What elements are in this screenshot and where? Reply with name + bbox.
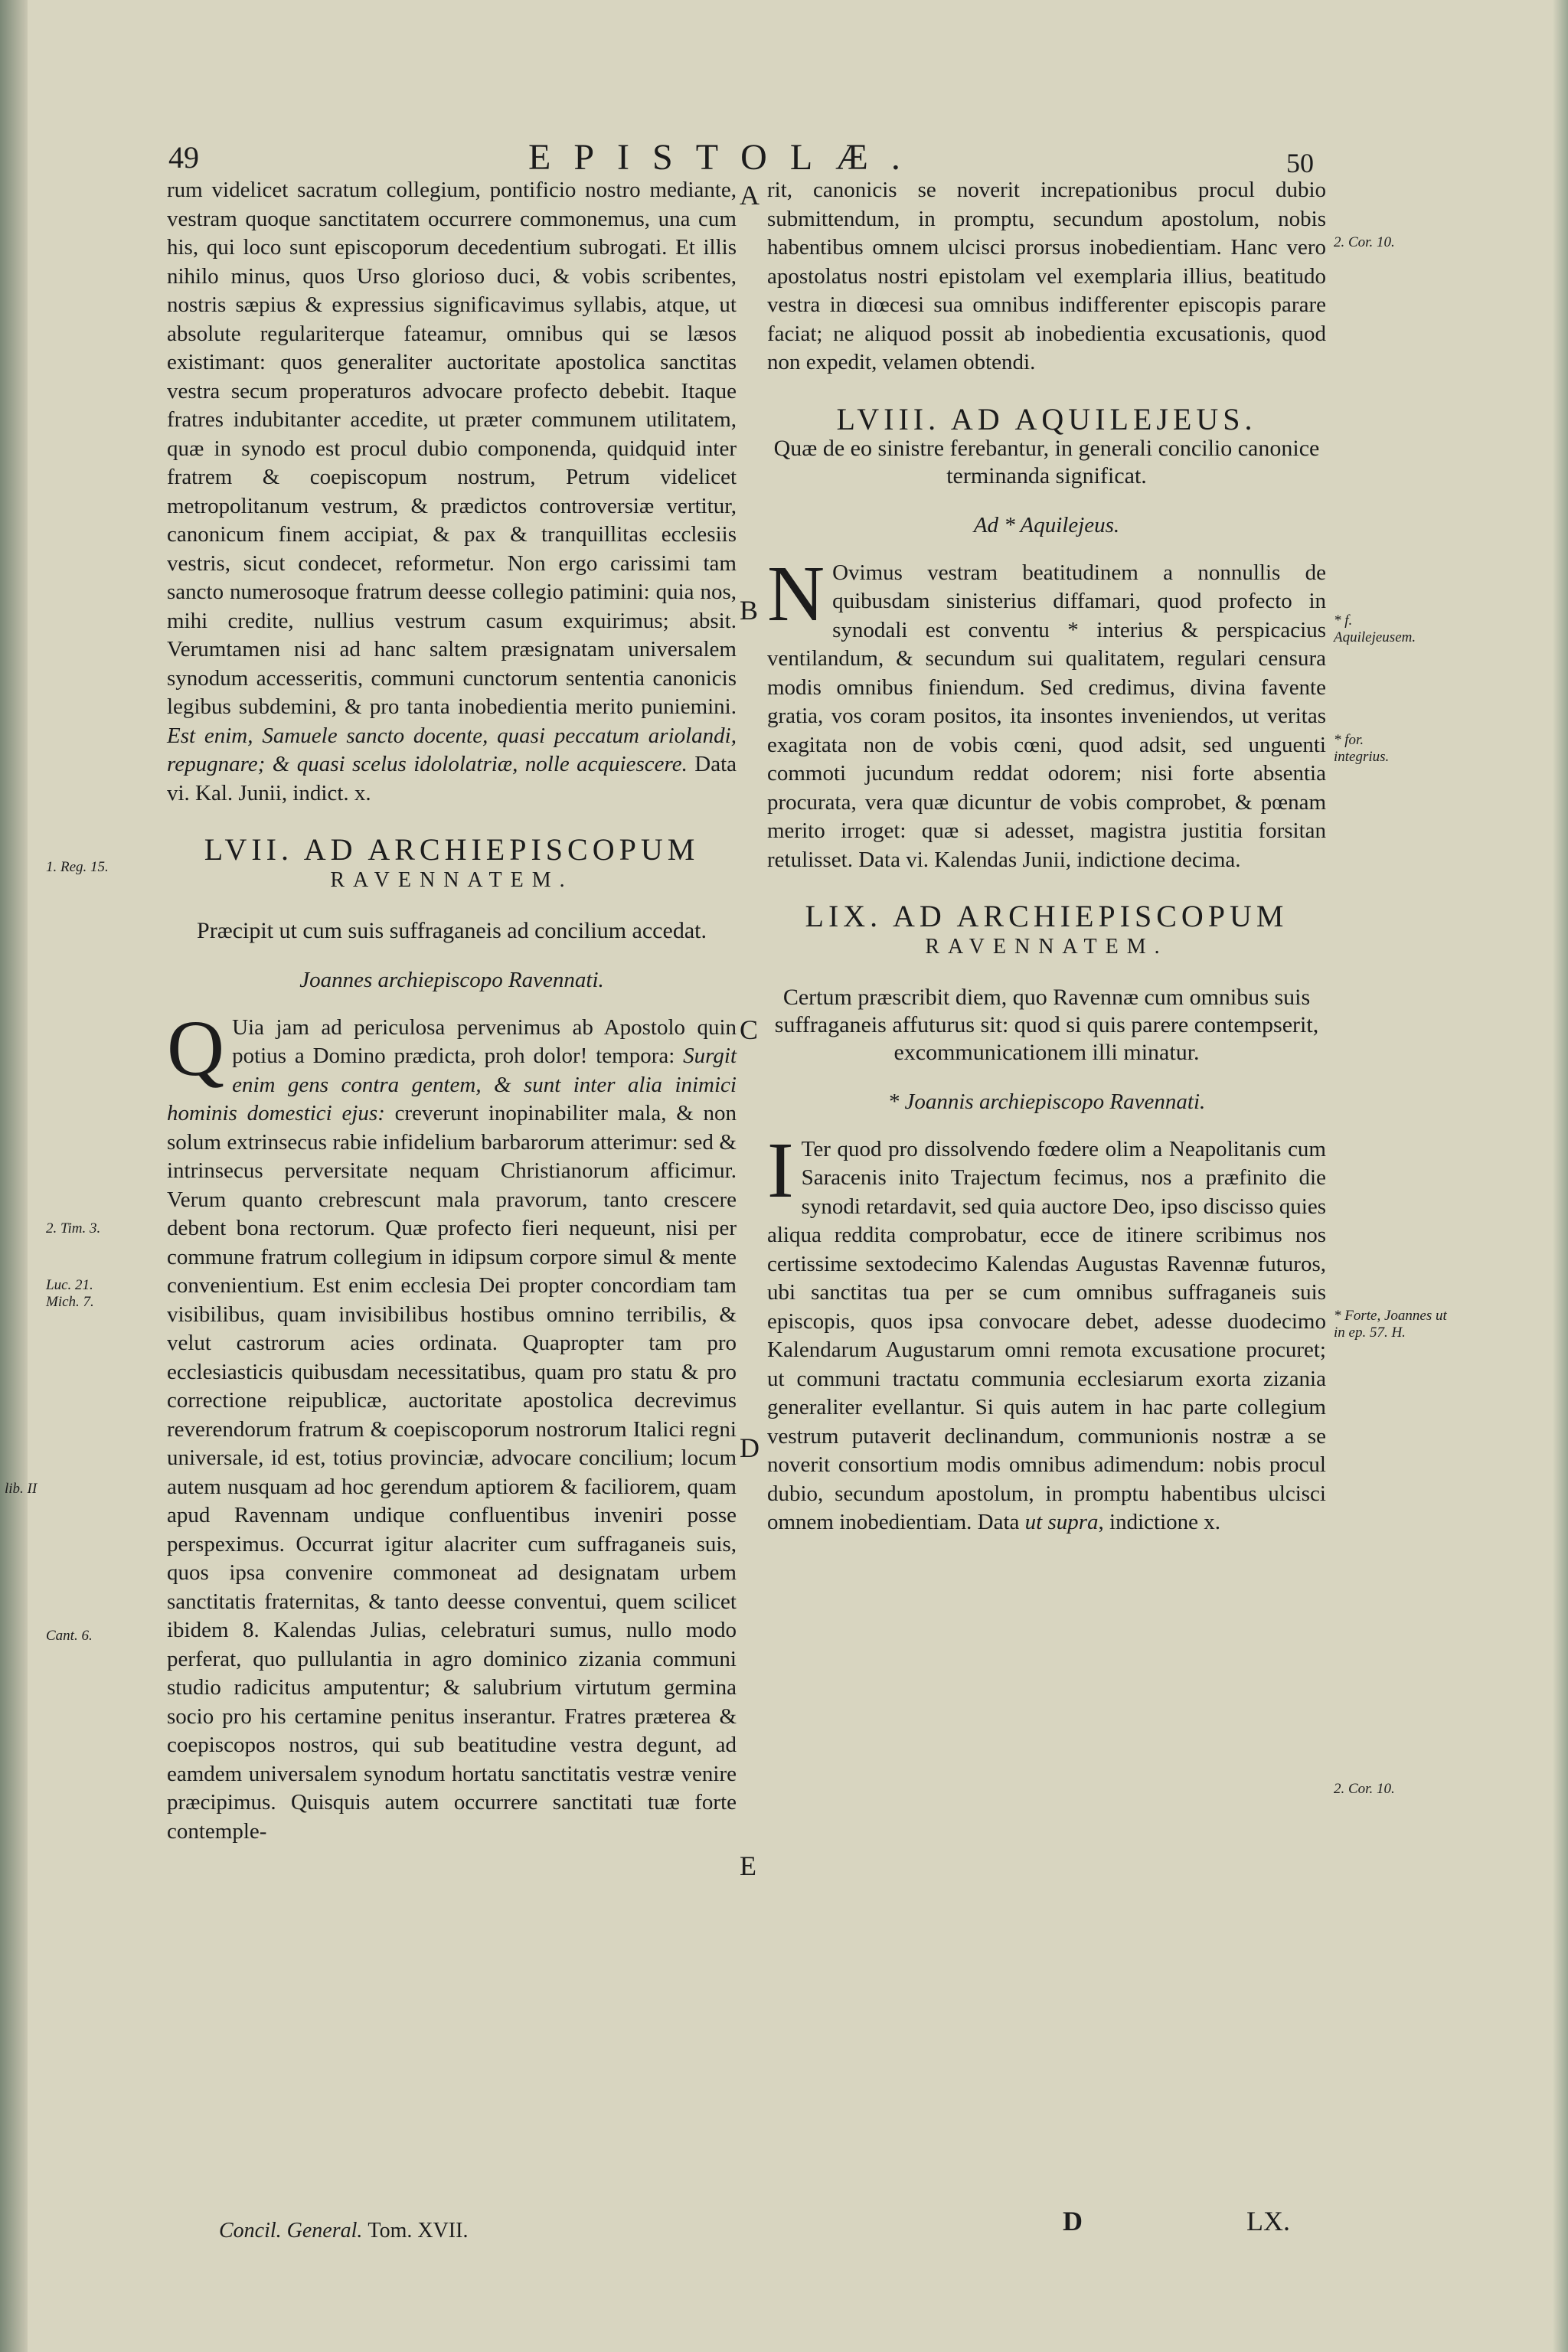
right-column (767, 176, 1326, 1537)
marginal-note-aquil: * f. Aquilejeusem. (1334, 612, 1416, 645)
book-gutter-shadow (0, 0, 28, 2352)
marginal-note-cor-2: 2. Cor. 10. (1334, 1781, 1395, 1797)
margin-letter-a: A (740, 180, 760, 211)
letter-body-lviii: N Ovimus vestram beatitudinem a nonnullis de quibusdam sinisterius diffamari, quod profecto in synodali est conventu * interius & perspicacius ventilandum, & secundum sui qualitatem, regulari censura modis omnibus finiendum. Sed credimus, divina favente gratia, vos coram positos, ita insontes inveniendos, ut veritas exagitata non de vobis cœni, quod adsit, sed unguenti commoti jucundum reddat odorem; nisi forte absentia procurata, vera quæ dicuntur de vobis comprobet, & pœnam merito irroget: quæ si adesset, magistra justitia forsitan retulisset. Data vi. Kalendas Junii, indictione decima. (767, 549, 1326, 872)
section-title-lviii: LVIII. AD AQUILEJEUS. (836, 401, 1257, 436)
margin-letter-c: C (740, 1014, 759, 1045)
section-summary-lviii: Quæ de eo sinistre ferebantur, in generali concilio canonice terminanda significat. (773, 436, 1320, 488)
marginal-note-lib: lib. II (5, 1481, 38, 1497)
marginal-note-tim: 2. Tim. 3. (46, 1220, 101, 1236)
section-title-lvii: LVII. AD ARCHIEPISCOPUM (204, 832, 700, 867)
right-page-number: 50 (1286, 148, 1314, 178)
running-header (0, 136, 1568, 182)
section-subtitle-lix: RAVENNATEM. (925, 934, 1168, 959)
marginal-note-integrius: * for. integrius. (1334, 732, 1390, 765)
marginal-note-cant: Cant. 6. (46, 1628, 93, 1644)
addressee-lvii: Joannes archiepiscopo Ravennati. (299, 968, 604, 992)
drop-cap-n: N (767, 549, 825, 638)
footer-signature: D (1063, 2206, 1083, 2236)
addressee-lviii: Ad * Aquilejeus. (973, 513, 1120, 537)
margin-letter-e: E (740, 1851, 756, 1881)
letter-body-lvii: Q Uia jam ad periculosa pervenimus ab Apostolo quin potius a Domino prædicta, proh dolor! tempora: Surgit enim gens contra gentem, & sunt inter alia inimici hominis domestici ejus: creverunt inopinabiliter mala, & non solum extrinsecus rabie infidelium barbarorum atterimur: sed & intrinsecus perversitate nequam Christianorum afficimur. Verum quanto crebrescunt mala pravorum, tanto crescere debent bona rectorum. Quæ profecto fieri nequeunt, nisi per commune fratrum collegium in idipsum corpore simul & mente convenientium. Est enim ecclesia Dei propter concordiam tam visibilibus, quam invisibilibus hostibus omnino terribilis, & velut castrorum acies ordinata. Quapropter tam pro ecclesiasticis quibusdam necessitatibus, quam pro statu & pro correctione reipublicæ, auctoritate apostolica decrevimus reverendorum fratrum & coepiscoporum nostrorum Italici regni universale, id est, totius provinciæ, advocare concilium; locum autem nusquam ad hoc gerendum aptiorem & faciliorem, quam apud Ravennam undique confluentibus inveniri posse perspeximus. Occurrat igitur alacriter cum suffraganeis suis, quos ipsa convenire commoneat ad designatam urbem sanctitatis fraternitas, & tanto deesse conventui, quem scilicet ibidem 8. Kalendas Julias, celebraturi sumus, nullo modo perferat, quo pullulantia in agro dominico zizania communi studio radicitus amputentur; & salubrium virtutum germina socio pro his certamine penitus inserantur. Fratres præterea & coepiscopos nostros, qui sub beatitudine vestra degunt, ad eamdem universalem synodum hortatu sanctitatis vestræ venire præcipimus. Quisquis autem occurrere sanctitati tuæ forte contemple- (167, 1004, 737, 1844)
left-page-number: 49 (168, 140, 199, 175)
section-summary-lix: Certum præscribit diem, quo Ravennæ cum omnibus suis suffraganeis affuturus sit: quod si quis parere contempserit, excommunicationem illi minatur. (774, 985, 1319, 1065)
footer-catchword: LX. (1246, 2206, 1290, 2236)
letter-body-lix: I Ter quod pro dissolvendo fœdere olim a Neapolitanis cum Saracenis inito Trajectum fecimus, nos a præfinito die synodi retardavit, sed quia auctore Deo, ipso discisso quies aliqua reddita comprobatur, ecce de itinere scribimus nos certissime sextodecimo Kalendas Augustas Ravennæ futuros, ubi sanctitas tua per se cum omnibus suffraganeis suis episcopis, quos ipsa convocare debet, adesse duodecimo Kalendarum Augustarum omni remota excusatione procuret; ut communi tractatu communia ecclesiarum exorta zizania generaliter evellantur. Si quis autem in hac parte collegium vestrum putaverit declinandum, communionis nostræ a se noverit consortium modis omnibus adimendum: nobis procul dubio, secundum apostolum, in promptu habentibus ulcisci omnem inobedientiam. Data ut supra, indictione x. (767, 1125, 1326, 1534)
footer-volume: Concil. General. Tom. XVII. (219, 2219, 469, 2243)
margin-letter-b: B (740, 595, 759, 626)
running-title: EPISTOLÆ. (528, 137, 923, 178)
section-title-lix: LIX. AD ARCHIEPISCOPUM (805, 899, 1289, 933)
drop-cap-q: Q (167, 1004, 225, 1093)
marginal-note-luc: Luc. 21. Mich. 7. (46, 1277, 94, 1310)
section-summary-lvii: Præcipit ut cum suis suffraganeis ad concilium accedat. (197, 918, 707, 943)
margin-letter-d: D (740, 1432, 760, 1463)
section-subtitle-lvii: RAVENNATEM. (330, 867, 573, 892)
page-edge-shadow (1553, 0, 1568, 2352)
marginal-note-cor-1: 2. Cor. 10. (1334, 234, 1395, 250)
left-column (167, 176, 737, 1846)
paragraph-continuation-right: rit, canonicis se noverit increpationibus procul dubio submittendum, in promptu, secundum apostolum, nobis habentibus omnem ulcisci prorsus inobedientiam. Hanc vero apostolatus nostri epistolam vel exemplaria illius, beatitudo vestra in diœcesi sua omnibus indifferenter episcopis parare faciat; ne aliquod possit ab inobedientia excusationis, quod non expedit, velamen obtendi. (767, 178, 1326, 374)
paragraph-continuation: rum videlicet sacratum collegium, pontificio nostro mediante, vestram quoque sanctitatem occurrere commonemus, una cum his, qui loco sunt episcoporum decedentium subrogati. Et illis nihilo minus, quos Urso glorioso duci, & vobis scribentes, nostris sæpius & expressius significavimus syllabis, atque, ut absolute regulariterque fateamur, omnibus qui se læsos existimant: quos generaliter auctoritate apostolica sanctitas vestra secum properaturos advocare profecto debebit. Itaque fratres indubitanter accedite, ut præter communem utilitatem, quæ in synodo est procul dubio componenda, quidquid inter fratrem & coepiscopum nostrum, Petrum videlicet metropolitanum vestrum, & prædictos controversiæ vertitur, canonicum finem accipiat, & pax & tranquillitas ecclesiis vestris, sicut condecet, reformetur. Non ergo carissimi tam sancto numerosoque fratrum deesse collegio patimini: quia nos, mihi credite, nullius vestrum casum exquirimus; absit. Verumtamen nisi ad hanc saltem præsignatam universalem synodum accesseritis, communi cunctorum sententia canonicis legibus subdemini, & pro tanta inobedientia merito puniemini. Est enim, Samuele sancto docente, quasi peccatum ariolandi, repugnare; & quasi scelus idololatriæ, nolle acquiescere. Data vi. Kal. Junii, indict. x. (167, 178, 737, 805)
drop-cap-i: I (767, 1125, 794, 1214)
addressee-lix: * Joannis archiepiscopo Ravennati. (887, 1089, 1206, 1114)
marginal-note-forte: * Forte, Joannes ut in ep. 57. H. (1334, 1308, 1447, 1341)
marginal-note-reg: 1. Reg. 15. (46, 859, 109, 875)
